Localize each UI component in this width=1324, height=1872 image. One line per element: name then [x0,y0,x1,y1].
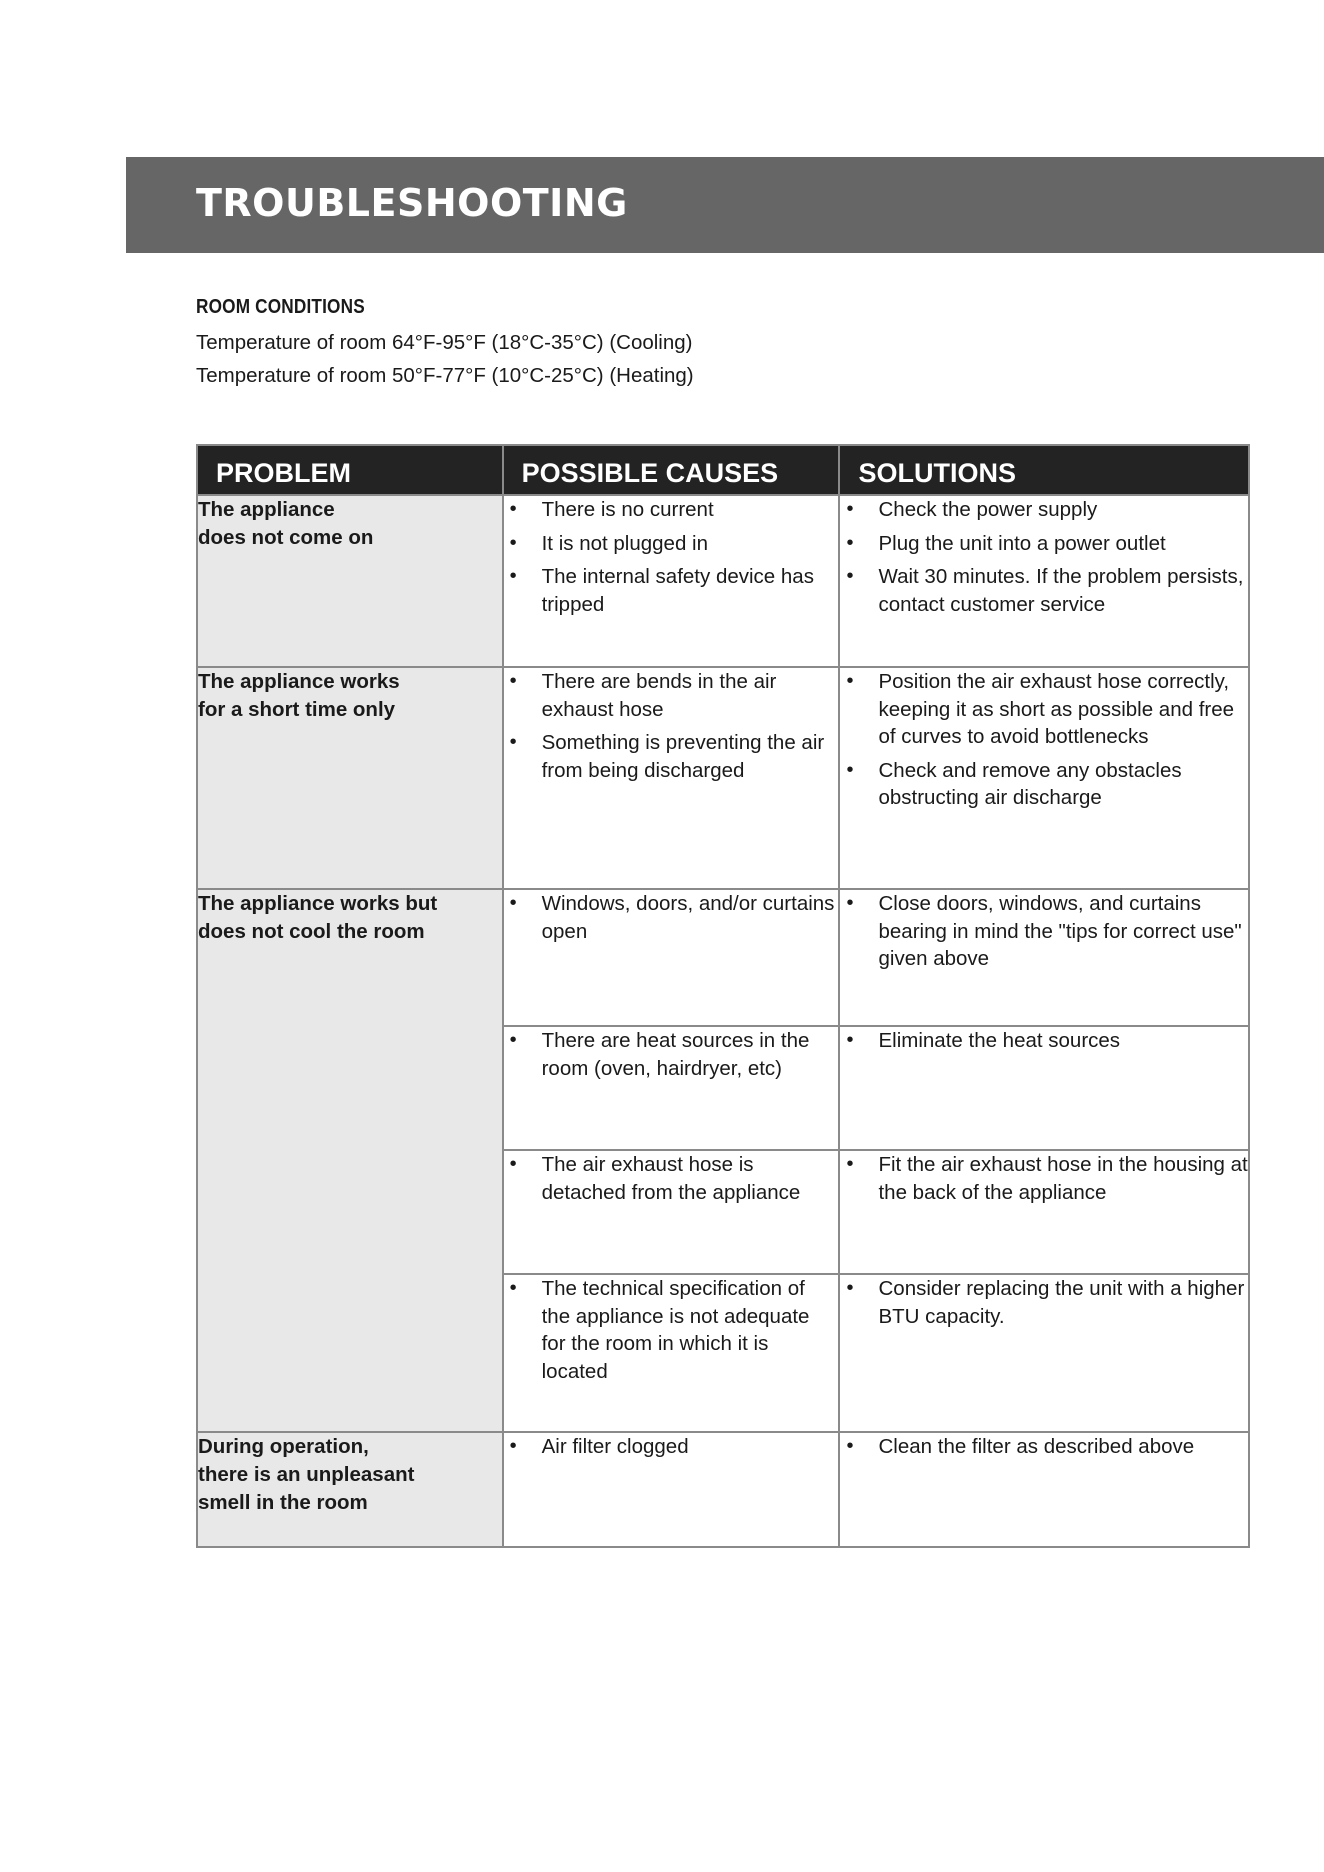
solutions-cell [839,1150,1249,1274]
solution-item: • Position the air exhaust hose correctly, keeping it as short as possible and free of curves to avoid bottlenecks [840,668,1248,751]
table-row [197,495,1249,667]
causes-list [504,668,839,784]
cause-item: • There are heat sources in the room (oven, hairdryer, etc) [504,1027,839,1082]
causes-cell [503,1026,840,1150]
problem-text-line: for a short time only [198,698,396,721]
solutions-cell [839,1026,1249,1150]
problem-text-line: The appliance works [198,670,400,693]
solution-item: • Fit the air exhaust hose in the housing at the back of the appliance [840,1151,1248,1206]
problem-text-line: does not cool the room [198,920,425,943]
solutions-list [840,1433,1248,1461]
problem-cell [197,889,503,1432]
cause-item: • The internal safety device has tripped [504,563,839,618]
causes-list [504,1433,839,1461]
cause-item: • Air filter clogged [504,1433,839,1461]
table-header-row [197,445,1249,495]
page-title: TROUBLESHOOTING [196,181,628,225]
solutions-cell [839,1432,1249,1547]
causes-cell [503,667,840,889]
column-header-solutions: SOLUTIONS [839,445,1249,495]
table-row [197,1432,1249,1547]
solutions-cell [839,889,1249,1026]
cooling-temperature-range: Temperature of room 64°F-95°F (18°C-35°C) (Cooling) [196,331,693,354]
solution-item: • Check the power supply [840,496,1248,524]
causes-cell [503,1274,840,1432]
causes-list [504,1151,839,1206]
table-row [197,889,1249,1026]
solutions-list [840,1151,1248,1206]
solution-item: • Eliminate the heat sources [840,1027,1248,1055]
solution-item: • Clean the filter as described above [840,1433,1248,1461]
solution-item: • Check and remove any obstacles obstructing air discharge [840,757,1248,812]
problem-text-line: there is an unpleasant [198,1463,415,1486]
cause-item: • The technical specification of the appliance is not adequate for the room in which it is located [504,1275,839,1385]
solutions-cell [839,1274,1249,1432]
problem-cell [197,1432,503,1547]
solution-item: • Plug the unit into a power outlet [840,530,1248,558]
cause-item: • There are bends in the air exhaust hose [504,668,839,723]
causes-cell [503,495,840,667]
solution-item: • Wait 30 minutes. If the problem persists, contact customer service [840,563,1248,618]
cause-item: • Something is preventing the air from being discharged [504,729,839,784]
cause-item: • The air exhaust hose is detached from the appliance [504,1151,839,1206]
column-header-causes: POSSIBLE CAUSES [503,445,840,495]
causes-cell [503,889,840,1026]
causes-cell [503,1432,840,1547]
problem-text-line: does not come on [198,526,374,549]
heating-temperature-range: Temperature of room 50°F-77°F (10°C-25°C) (Heating) [196,364,694,387]
solutions-list [840,668,1248,812]
solutions-list [840,890,1248,973]
solution-item: • Close doors, windows, and curtains bearing in mind the "tips for correct use" given above [840,890,1248,973]
table-row [197,667,1249,889]
problem-text-line: smell in the room [198,1491,368,1514]
cause-item: • It is not plugged in [504,530,839,558]
problem-cell [197,667,503,889]
solutions-list [840,1027,1248,1055]
problem-text-line: The appliance [198,498,335,521]
problem-text-line: The appliance works but [198,892,438,915]
title-banner [126,157,1324,253]
cause-item: • Windows, doors, and/or curtains open [504,890,839,945]
solutions-cell [839,495,1249,667]
solutions-list [840,1275,1248,1330]
solution-item: • Consider replacing the unit with a higher BTU capacity. [840,1275,1248,1330]
room-conditions-section [196,296,1096,392]
cause-item: • There is no current [504,496,839,524]
causes-list [504,890,839,945]
problem-text-line: During operation, [198,1435,369,1458]
causes-list [504,1275,839,1385]
solutions-list [840,496,1248,618]
causes-list [504,1027,839,1082]
causes-cell [503,1150,840,1274]
solutions-cell [839,667,1249,889]
problem-cell [197,495,503,667]
causes-list [504,496,839,618]
room-conditions-heading: ROOM CONDITIONS [196,296,365,318]
column-header-problem: PROBLEM [197,445,503,495]
troubleshooting-table [196,444,1250,1548]
